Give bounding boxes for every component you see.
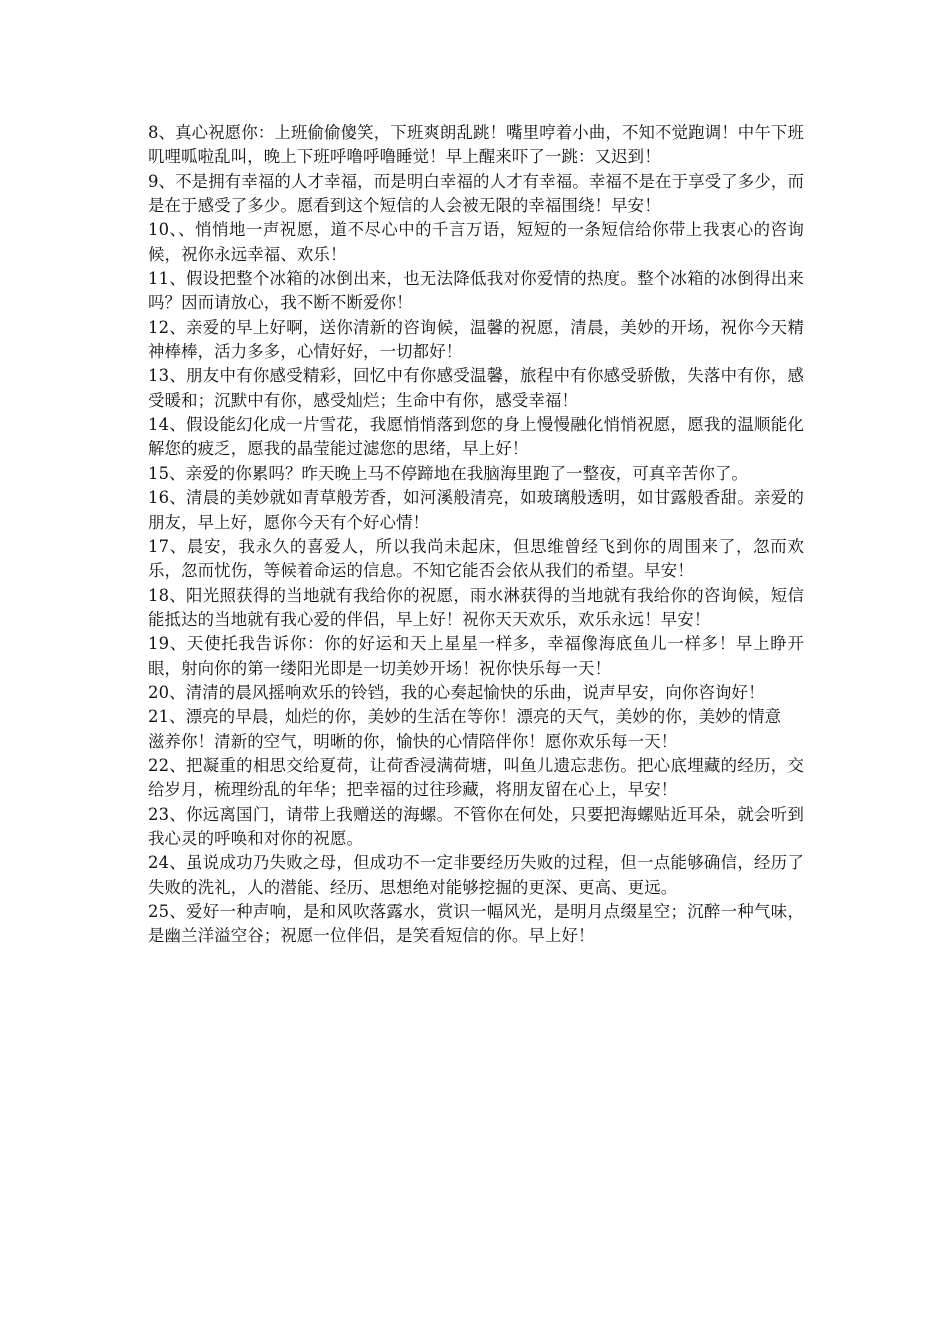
paragraph-17: 17、晨安，我永久的喜爱人，所以我尚未起床，但思维曾经飞到你的周围来了，忽而欢乐，忽而忧伤，等候着命运的信息。不知它能否会依从我们的希望。早安！ [148, 536, 804, 581]
paragraph-21-continued: 滋养你！清新的空气，明晰的你，愉快的心情陪伴你！愿你欢乐每一天！ [148, 731, 678, 751]
paragraph-13: 13、朋友中有你感受精彩，回忆中有你感受温馨，旅程中有你感受骄傲，失落中有你，感受暖和；沉默中有你，感受灿烂；生命中有你，感受幸福！ [148, 366, 804, 410]
paragraph-14: 14、假设能幻化成一片雪花，我愿悄悄落到您的身上慢慢融化悄悄祝愿，愿我的温顺能化解您的疲乏，愿我的晶莹能过滤您的思绪，早上好！ [148, 415, 804, 459]
paragraph-10: 10、、悄悄地一声祝愿，道不尽心中的千言万语，短短的一条短信给你带上我衷心的咨询候，祝你永远幸福、欢乐！ [148, 220, 804, 264]
paragraph-22: 22、把凝重的相思交给夏荷，让荷香浸满荷塘，叫鱼儿遗忘悲伤。把心底埋藏的经历，交给岁月，梳理纷乱的年华；把幸福的过往珍藏，将朋友留在心上，早安！ [148, 755, 804, 800]
paragraph-20: 20、清清的晨风摇响欢乐的铃铛，我的心奏起愉快的乐曲，说声早安，向你咨询好！ [148, 682, 765, 702]
paragraph-19: 19、天使托我告诉你：你的好运和天上星星一样多，幸福像海底鱼儿一样多！早上睁开眼，射向你的第一缕阳光即是一切美妙开场！祝你快乐每一天！ [148, 634, 804, 678]
paragraph-12: 12、亲爱的早上好啊，送你清新的咨询候，温馨的祝愿，清晨，美妙的开场，祝你今天精神棒棒，活力多多，心情好好，一切都好！ [148, 317, 804, 362]
paragraph-18: 18、阳光照获得的当地就有我给你的祝愿，雨水淋获得的当地就有我给你的咨询候，短信能抵达的当地就有我心爱的伴侣，早上好！祝你天天欢乐，欢乐永远！早安！ [148, 585, 804, 629]
paragraph-8: 8、真心祝愿你：上班偷偷傻笑，下班爽朗乱跳！嘴里哼着小曲，不知不觉跑调！中午下班叽哩呱啦乱叫，晚上下班呼噜呼噜睡觉！早上醒来吓了一跳：又迟到！ [148, 123, 804, 167]
paragraph-25: 25、爱好一种声响，是和风吹落露水，赏识一幅风光，是明月点缀星空；沉醉一种气味，是幽兰洋溢空谷；祝愿一位伴侣，是笑看短信的你。早上好！ [148, 902, 804, 946]
paragraph-9: 9、不是拥有幸福的人才幸福，而是明白幸福的人才有幸福。幸福不是在于享受了多少，而是在于感受了多少。愿看到这个短信的人会被无限的幸福围绕！早安！ [148, 171, 804, 216]
paragraph-16: 16、清晨的美妙就如青草般芳香，如河溪般清亮，如玻璃般透明，如甘露般香甜。亲爱的朋友，早上好，愿你今天有个好心情！ [148, 488, 804, 532]
paragraph-15: 15、亲爱的你累吗？昨天晚上马不停蹄地在我脑海里跑了一整夜，可真辛苦你了。 [148, 463, 749, 483]
paragraph-11: 11、假设把整个冰箱的冰倒出来，也无法降低我对你爱情的热度。整个冰箱的冰倒得出来吗？因而请放心，我不断不断爱你！ [148, 269, 804, 313]
paragraph-21: 21、漂亮的早晨，灿烂的你，美妙的生活在等你！漂亮的天气，美妙的你，美妙的情意 [148, 707, 782, 727]
paragraph-24: 24、虽说成功乃失败之母，但成功不一定非要经历失败的过程，但一点能够确信，经历了失败的洗礼，人的潜能、经历、思想绝对能够挖掘的更深、更高、更远。 [148, 853, 804, 897]
paragraph-23: 23、你远离国门，请带上我赠送的海螺。不管你在何处，只要把海螺贴近耳朵，就会听到我心灵的呼唤和对你的祝愿。 [148, 804, 804, 848]
document-body [148, 121, 804, 949]
